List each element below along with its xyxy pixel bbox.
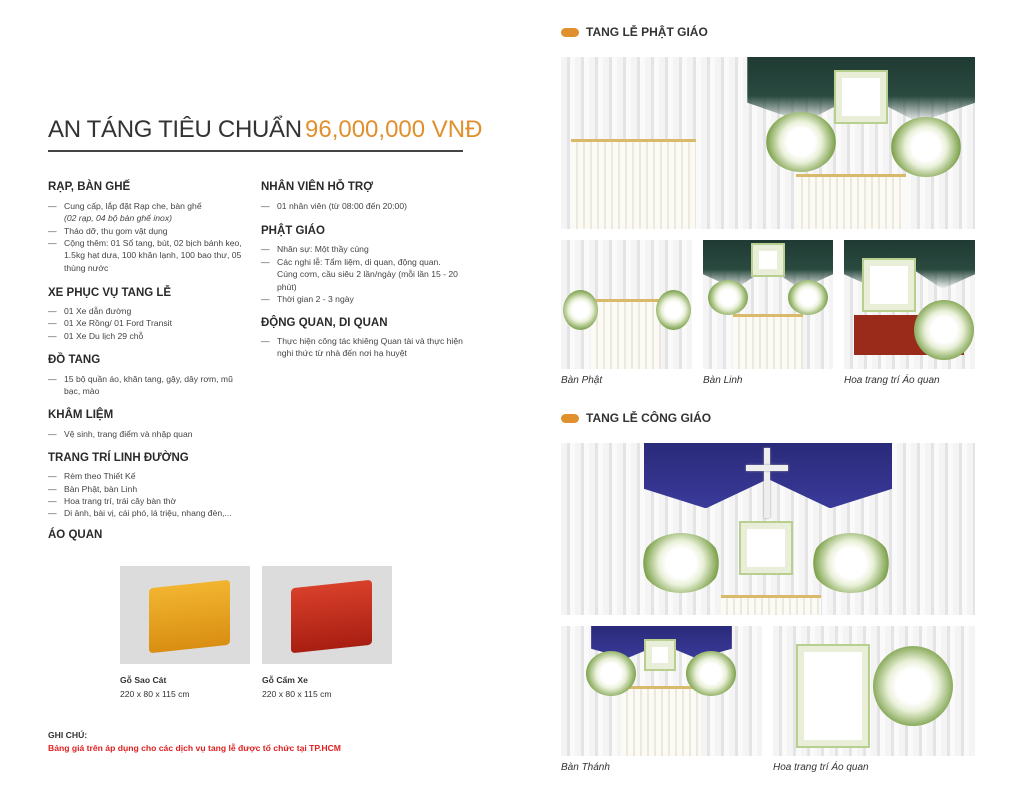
ancestor-altar-photo (703, 240, 833, 369)
section-heading-nhan-vien: NHÂN VIÊN HỖ TRỢ (261, 181, 374, 193)
list-item-note: (02 rạp, 04 bộ bàn ghế inox) (64, 213, 172, 223)
photo-caption: Bàn Phật (561, 375, 603, 386)
section-heading-do-tang: ĐỒ TANG (48, 354, 101, 366)
list-item: — Vệ sinh, trang điểm và nhập quan (48, 428, 248, 440)
section-heading-rap-ban-ghe: RẠP, BÀN GHẾ (48, 181, 131, 193)
note-text: Bảng giá trên áp dụng cho các dịch vụ tang lễ được tổ chức tại TP.HCM (48, 743, 341, 753)
section-heading-kham-liem: KHÂM LIỆM (48, 409, 114, 421)
photo-caption: Bàn Linh (703, 375, 743, 386)
section-marker (561, 28, 579, 37)
list-item: — Di ảnh, bài vị, cái phó, lá triệu, nhang đèn,... (48, 507, 278, 519)
section-heading-ao-quan: ÁO QUAN (48, 529, 103, 541)
list-item: — Các nghi lễ: Tẩm liệm, di quan, động quan. Cúng cơm, cầu siêu 2 lần/ngày (mỗi lần 15 - 20 phút) (261, 256, 461, 293)
section-heading-phat-giao: PHẬT GIÁO (261, 225, 325, 237)
section-heading-dong-quan: ĐỘNG QUAN, DI QUAN (261, 317, 388, 329)
section-heading-xe: XE PHỤC VỤ TANG LỄ (48, 287, 172, 299)
buddhist-altar-photo (561, 240, 692, 369)
list-item: — Cung cấp, lắp đặt Rạp che, bàn ghế (48, 200, 248, 212)
coffin-image-sao-cat (120, 566, 250, 664)
photo-caption: Hoa trang trí Áo quan (773, 762, 869, 773)
title-divider (48, 150, 463, 152)
coffin-flowers-photo (844, 240, 975, 369)
coffin-flowers-photo (773, 626, 975, 756)
list-item: — 01 Xe dẫn đường (48, 305, 248, 317)
list-item: — Tháo dỡ, thu gom vật dụng (48, 225, 248, 237)
list-item: — Hoa trang trí, trái cây bàn thờ (48, 495, 248, 507)
buddhist-altar-photo (561, 57, 975, 229)
list-item: — Rèm theo Thiết Kế (48, 470, 248, 482)
list-item: — 01 Xe Du lịch 29 chỗ (48, 330, 248, 342)
section-title-catholic: TANG LỄ CÔNG GIÁO (586, 411, 712, 425)
list-item: — Thực hiện công tác khiêng Quan tài và thực hiện nghi thức từ nhà đến nơi hạ huyệt (261, 335, 471, 360)
list-item: — Cộng thêm: 01 Sổ tang, bút, 02 bịch bánh kẹo, 1.5kg hạt dưa, 100 khăn lạnh, 100 bao thư, 05 thùng nước (48, 237, 248, 274)
coffin-size: 220 x 80 x 115 cm (120, 689, 190, 699)
coffin-name: Gỗ Cẩm Xe (262, 675, 308, 685)
list-item: — Nhân sự: Một thầy cúng (261, 243, 461, 255)
catholic-altar-photo (561, 626, 762, 756)
coffin-image-cam-xe (262, 566, 392, 664)
list-item: — Thời gian 2 - 3 ngày (261, 293, 461, 305)
section-marker (561, 414, 579, 423)
coffin-name: Gỗ Sao Cát (120, 675, 167, 685)
section-title-buddhist: TANG LỄ PHẬT GIÁO (586, 25, 708, 39)
photo-caption: Hoa trang trí Áo quan (844, 375, 940, 386)
list-item: — 01 Xe Rồng/ 01 Ford Transit (48, 317, 248, 329)
package-price: 96,000,000 VNĐ (305, 116, 483, 143)
list-item: — 15 bộ quần áo, khăn tang, gậy, dây rơm, mũ bạc, mào (48, 373, 238, 398)
catholic-altar-photo (561, 443, 975, 615)
coffin-size: 220 x 80 x 115 cm (262, 689, 332, 699)
note-label: GHI CHÚ: (48, 730, 88, 740)
package-title: AN TÁNG TIÊU CHUẨN (48, 116, 302, 143)
section-heading-trang-tri: TRANG TRÍ LINH ĐƯỜNG (48, 452, 189, 464)
list-item: — Bàn Phật, bàn Linh (48, 483, 248, 495)
photo-caption: Bàn Thánh (561, 762, 610, 773)
list-item: — 01 nhân viên (từ 08:00 đến 20:00) (261, 200, 461, 212)
